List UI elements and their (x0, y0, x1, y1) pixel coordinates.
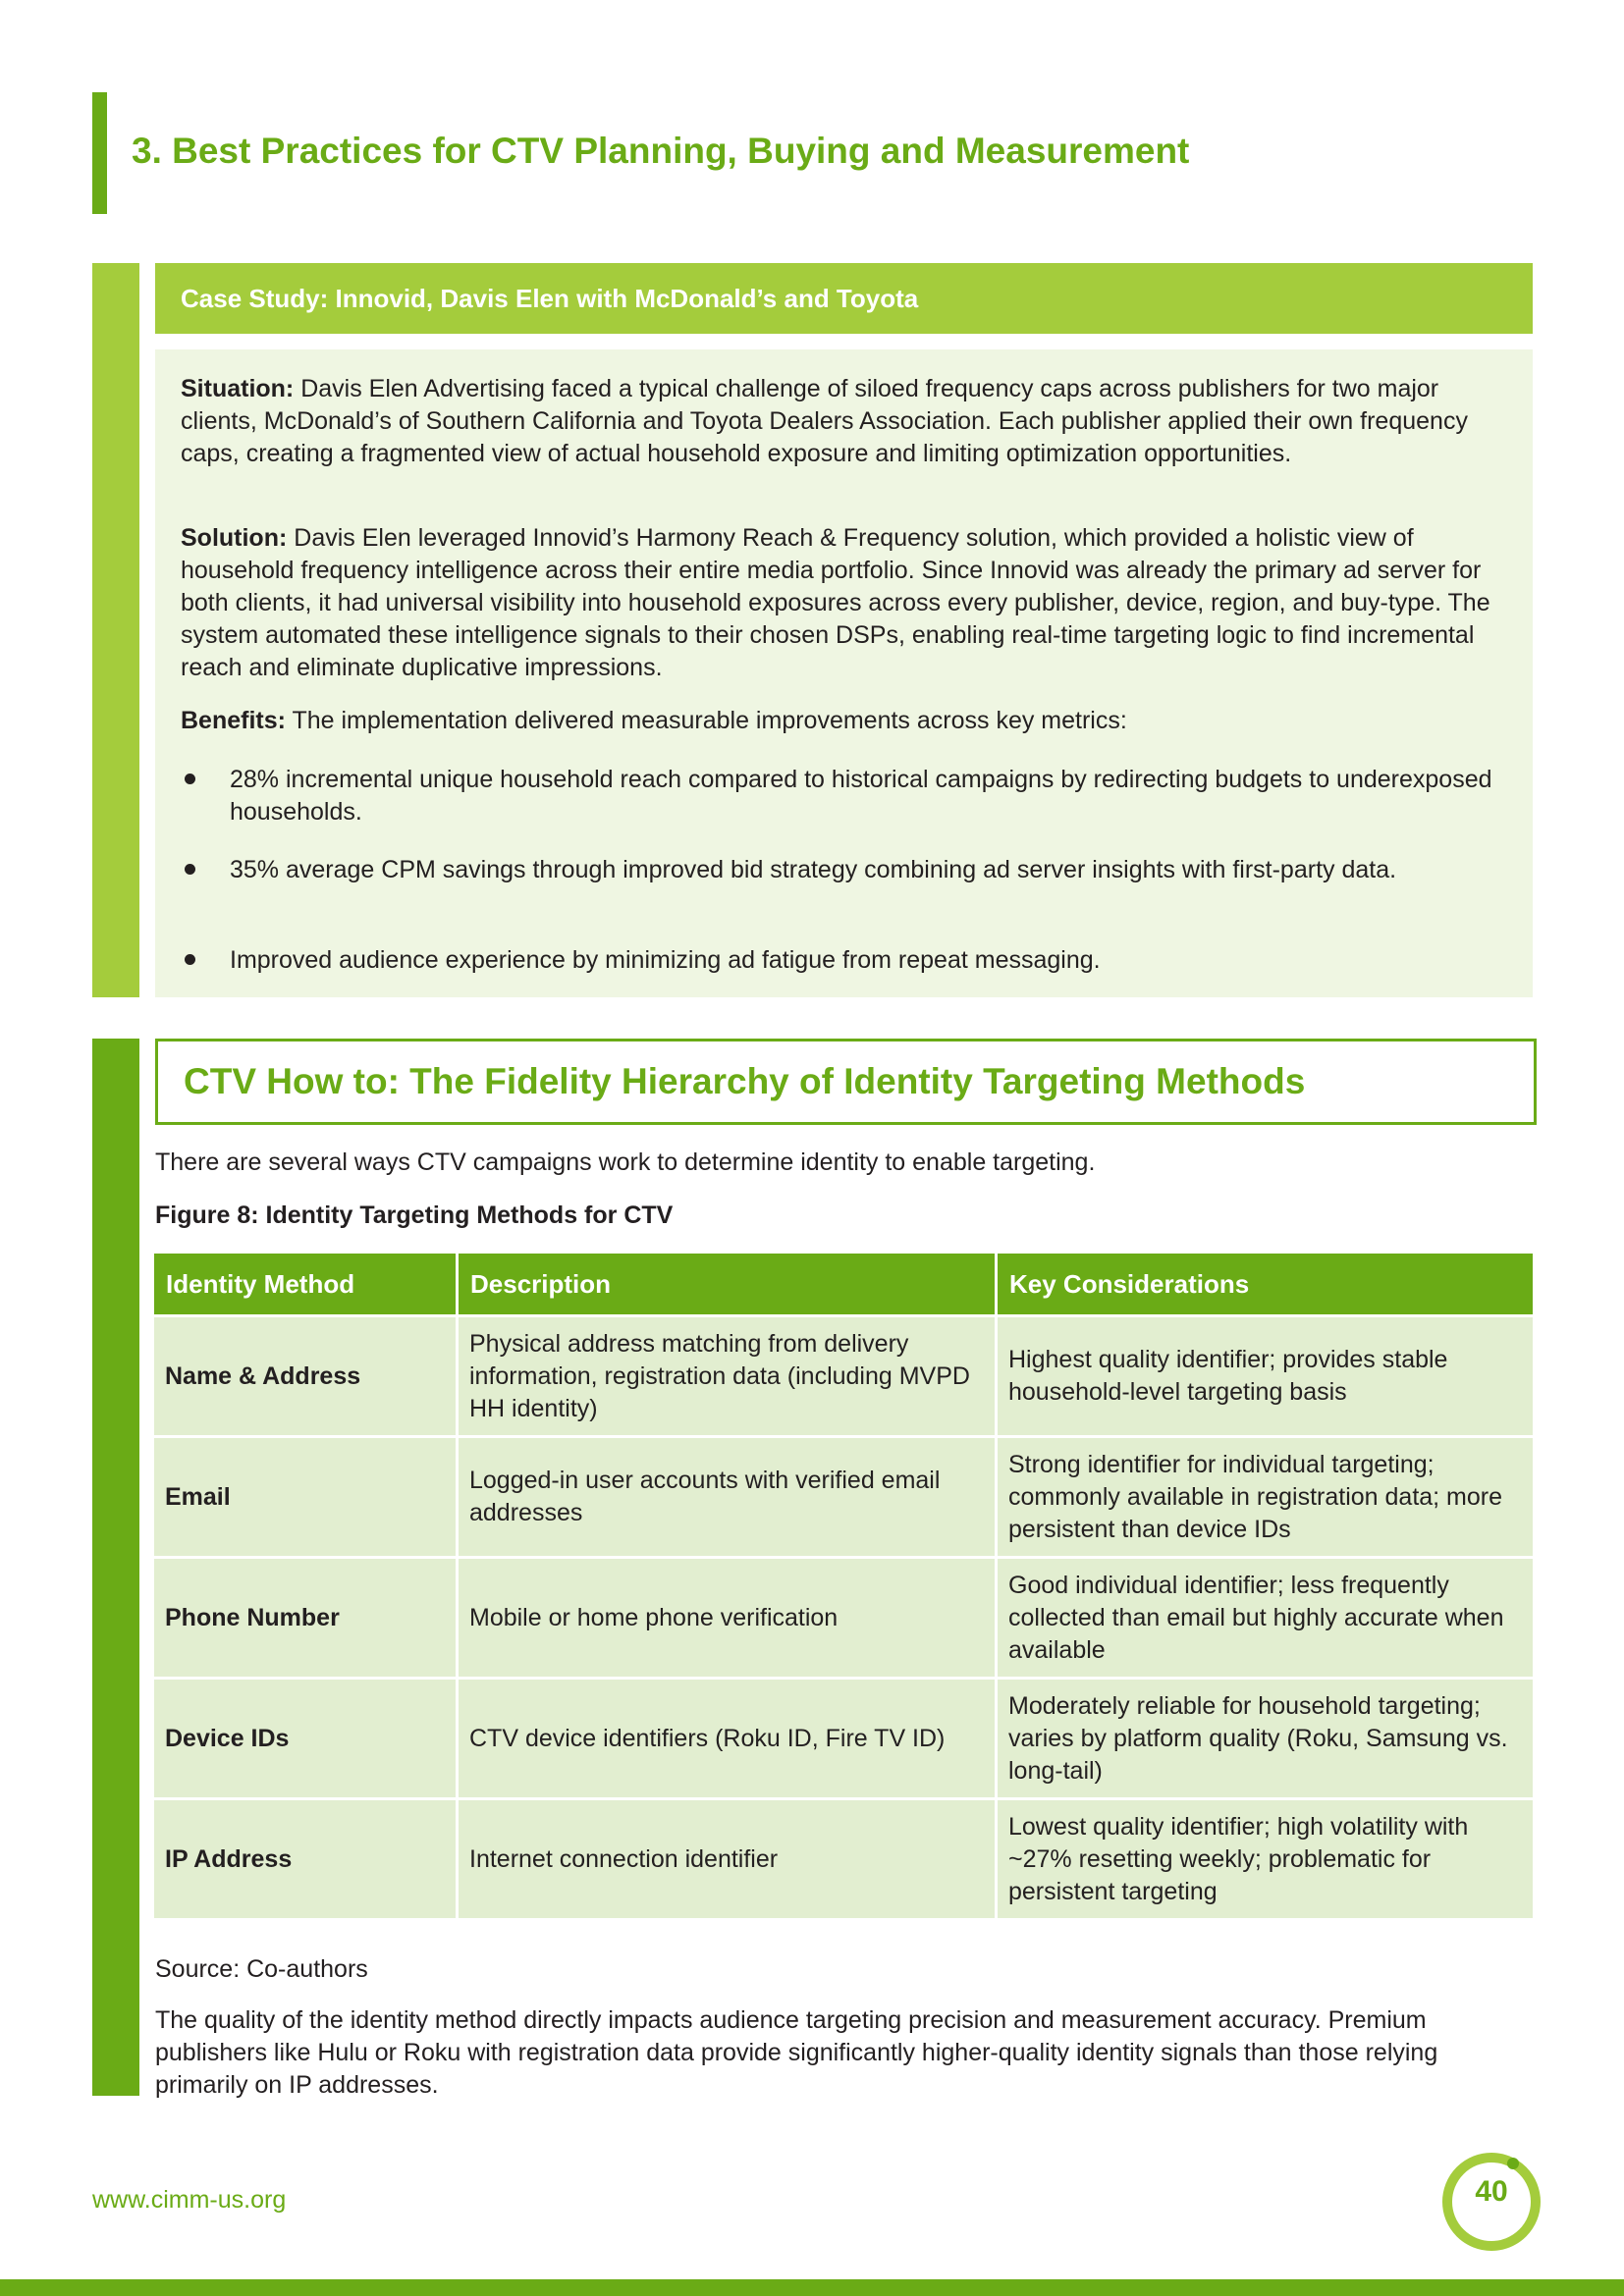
identity-methods-table (151, 1251, 1536, 1921)
table-row (153, 1437, 1535, 1558)
figure-title: Figure 8: Identity Targeting Methods for CTV (155, 1201, 674, 1229)
page-number: 40 (1475, 2175, 1508, 2208)
column-header-identity-method: Identity Method (153, 1253, 458, 1316)
section-title: 3. Best Practices for CTV Planning, Buying and Measurement (132, 131, 1190, 171)
benefits-paragraph (181, 705, 1496, 737)
identity-method-cell: Email (153, 1437, 458, 1558)
bullet-icon (185, 774, 195, 784)
table-row (153, 1558, 1535, 1679)
benefit-bullet-1: 28% incremental unique household reach compared to historical campaigns by redirecting budgets to underexposed households. (230, 766, 1492, 826)
description-cell: Internet connection identifier (458, 1799, 997, 1920)
description-cell: Mobile or home phone verification (458, 1558, 997, 1679)
identity-method-cell: Device IDs (153, 1679, 458, 1799)
solution-text: Davis Elen leveraged Innovid’s Harmony Reach & Frequency solution, which provided a holistic view of household frequency intelligence across their entire media portfolio. Since Innovid was already the primary ad server for both clients, it had universal visibility into household exposures across every publisher, device, region, and buy-type. The system automated these intelligence signals to their chosen DSPs, enabling real-time targeting logic to find incremental reach and eliminate duplicative impressions. (181, 524, 1490, 681)
column-header-key-considerations: Key Considerations (997, 1253, 1535, 1316)
case-study-accent-bar (92, 263, 139, 997)
key-considerations-cell: Strong identifier for individual targeting; commonly available in registration data; more persistent than device IDs (997, 1437, 1535, 1558)
table-row (153, 1799, 1535, 1920)
source-note: Source: Co-authors (155, 1955, 368, 1983)
key-considerations-cell: Moderately reliable for household targeting; varies by platform quality (Roku, Samsung vs. long-tail) (997, 1679, 1535, 1799)
footer-website-link[interactable]: www.cimm-us.org (92, 2186, 287, 2214)
situation-label: Situation: (181, 375, 295, 402)
column-header-description: Description (458, 1253, 997, 1316)
table-header-row (153, 1253, 1535, 1316)
key-considerations-cell: Lowest quality identifier; high volatility with ~27% resetting weekly; problematic for persistent targeting (997, 1799, 1535, 1920)
table-row (153, 1679, 1535, 1799)
case-study-body (155, 349, 1533, 997)
bullet-icon (185, 864, 195, 875)
case-study-title: Case Study: Innovid, Davis Elen with McDonald’s and Toyota (181, 284, 919, 313)
intro-text: There are several ways CTV campaigns work to determine identity to enable targeting. (155, 1148, 1096, 1176)
benefit-bullet-3: Improved audience experience by minimizing ad fatigue from repeat messaging. (230, 946, 1101, 974)
identity-method-cell: IP Address (153, 1799, 458, 1920)
solution-label: Solution: (181, 524, 288, 552)
key-considerations-cell: Highest quality identifier; provides stable household-level targeting basis (997, 1316, 1535, 1437)
howto-title: CTV How to: The Fidelity Hierarchy of Identity Targeting Methods (184, 1061, 1306, 1101)
identity-method-cell: Phone Number (153, 1558, 458, 1679)
benefits-label: Benefits: (181, 707, 286, 734)
howto-title-box (155, 1039, 1537, 1125)
bottom-band (0, 2279, 1624, 2296)
table-row (153, 1316, 1535, 1437)
description-cell: CTV device identifiers (Roku ID, Fire TV ID) (458, 1679, 997, 1799)
page-number-dot-icon (1507, 2158, 1519, 2169)
closing-paragraph: The quality of the identity method directly impacts audience targeting precision and measurement accuracy. Premium publishers like Hulu or Roku with registration data provide significantly higher-quality identity signals than those relying primarily on IP addresses. (155, 2006, 1438, 2099)
description-cell: Logged-in user accounts with verified email addresses (458, 1437, 997, 1558)
section-accent-bar (92, 92, 107, 214)
case-study-header (155, 263, 1533, 334)
situation-paragraph (181, 373, 1496, 470)
description-cell: Physical address matching from delivery information, registration data (including MVPD HH identity) (458, 1316, 997, 1437)
bullet-icon (185, 954, 195, 965)
situation-text: Davis Elen Advertising faced a typical challenge of siloed frequency caps across publishers for two major clients, McDonald’s of Southern California and Toyota Dealers Association. Each publisher applied their own frequency caps, creating a fragmented view of actual household exposure and limiting optimization opportunities. (181, 375, 1468, 467)
key-considerations-cell: Good individual identifier; less frequently collected than email but highly accurate when available (997, 1558, 1535, 1679)
benefits-text: The implementation delivered measurable improvements across key metrics: (285, 707, 1127, 734)
solution-paragraph (181, 522, 1496, 684)
howto-accent-bar (92, 1039, 139, 2096)
identity-method-cell: Name & Address (153, 1316, 458, 1437)
benefit-bullet-2: 35% average CPM savings through improved bid strategy combining ad server insights with first-party data. (230, 856, 1397, 883)
